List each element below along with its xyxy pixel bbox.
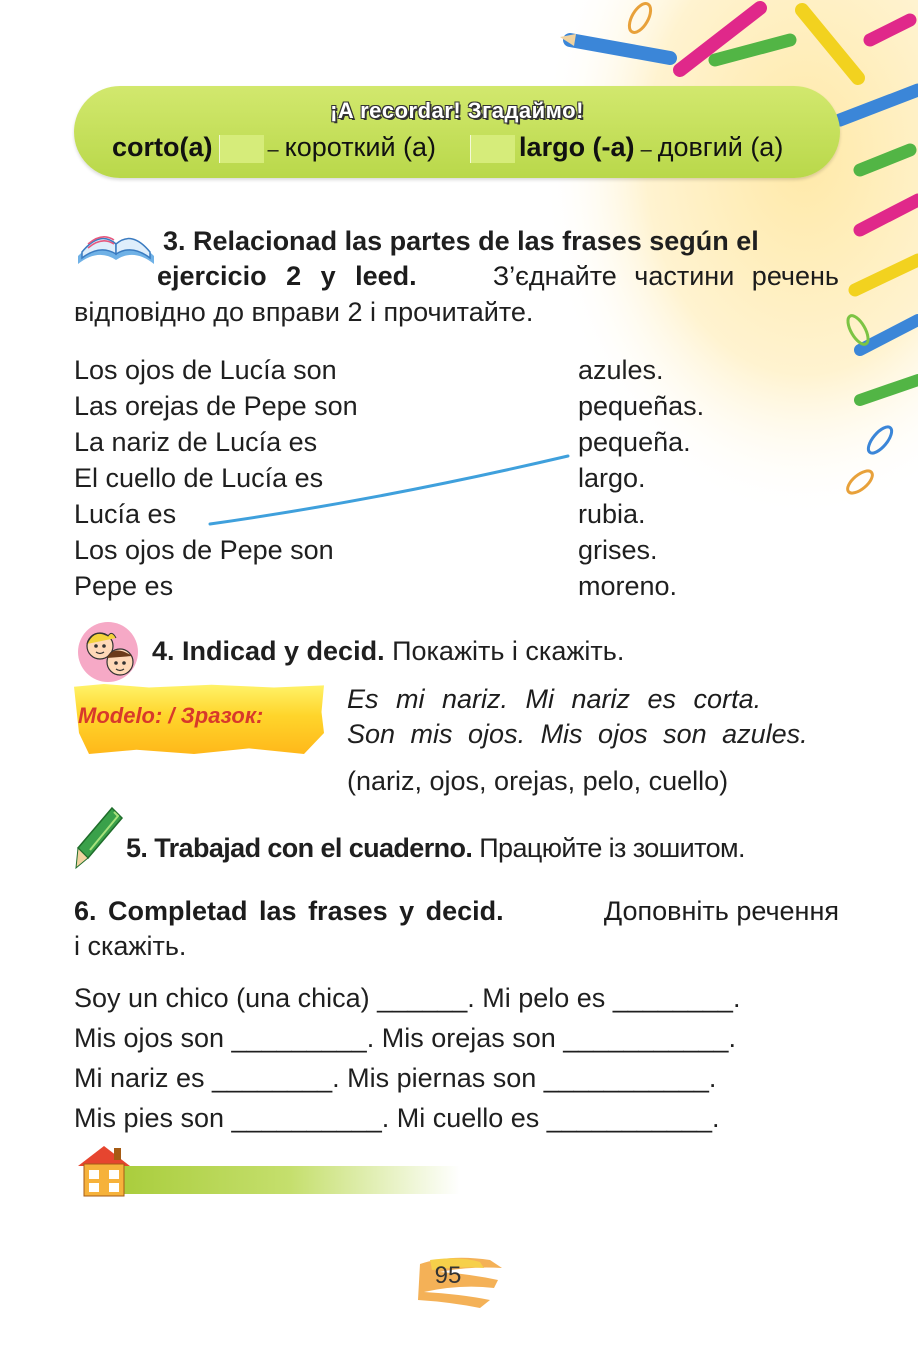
right-phrase: pequeñas.	[578, 391, 705, 421]
right-phrase: azules.	[578, 355, 664, 385]
fill-in-line: Soy un chico (una chica) ______. Mi pelo es ________.	[74, 983, 741, 1013]
model-label: Modelo: / Зразок:	[78, 703, 264, 728]
fill-in-line: Mi nariz es ________. Mis piernas son ___________.	[74, 1063, 717, 1093]
example-line-1	[347, 684, 792, 715]
translation-korotkyi: короткий (а)	[284, 132, 437, 162]
exercise6-heading-ua1: Доповніть речення	[603, 896, 839, 926]
exercise5-heading-ua: Працюйте із зошитом.	[479, 833, 745, 863]
example-2: Son mis ojos. Mis ojos son azules.	[347, 719, 808, 749]
exercise3-heading-line3: відповідно до вправи 2 і прочитайте.	[74, 297, 534, 327]
exercise3-heading-bold2: ejercicio 2 y leed.	[157, 261, 417, 291]
translation-dovhyi: довгий (а)	[657, 132, 784, 162]
reminder-banner	[74, 86, 840, 178]
left-phrase: Los ojos de Pepe son	[74, 535, 334, 565]
exercise3-heading-line1: 3. Relacionad las partes de las frases según el	[163, 226, 759, 256]
exercise3-heading-ua2: З’єднайте частини речень	[492, 261, 839, 291]
right-phrase: grises.	[578, 535, 658, 565]
exercise6-heading-bold: 6. Completad las frases y decid.	[74, 896, 504, 926]
word-list: (nariz, ojos, orejas, pelo, cuello)	[347, 766, 729, 796]
exercise4-heading-ua: Покажіть і скажіть.	[392, 636, 625, 666]
banner-separator-box	[470, 135, 515, 163]
dash: –	[640, 139, 652, 161]
exercise4-heading-bold: 4. Indicad y decid.	[152, 636, 385, 666]
exercise5-heading-bold: 5. Trabajad con el cuaderno.	[126, 833, 473, 863]
left-phrase: Pepe es	[74, 571, 174, 601]
exercise3-heading-line2	[157, 261, 839, 292]
book-icon	[74, 218, 158, 268]
right-phrase: rubia.	[578, 499, 646, 529]
right-phrase: pequeña.	[578, 427, 691, 457]
right-phrase: moreno.	[578, 571, 678, 601]
exercise6-heading-line2: і скажіть.	[74, 931, 187, 961]
word-largo: largo (-a)	[519, 132, 635, 162]
exercise4-heading	[152, 636, 624, 667]
page-number: 95	[434, 1262, 462, 1289]
left-phrase: Los ojos de Lucía son	[74, 355, 337, 385]
left-phrase: Lucía es	[74, 499, 177, 529]
dash: –	[267, 139, 279, 161]
left-phrase: La nariz de Lucía es	[74, 427, 318, 457]
fill-in-line: Mis pies son __________. Mi cuello es ___________.	[74, 1103, 720, 1133]
left-phrase: El cuello de Lucía es	[74, 463, 324, 493]
pen-icon	[74, 806, 124, 870]
matching-line	[200, 448, 580, 530]
children-icon	[74, 622, 146, 684]
right-phrase: largo.	[578, 463, 646, 493]
banner-title: ¡A recordar! Згадаймо!	[330, 98, 584, 123]
left-phrase: Las orejas de Pepe son	[74, 391, 358, 421]
exercise5-heading	[126, 833, 745, 864]
example-1: Es mi nariz. Mi nariz es corta.	[347, 684, 762, 714]
word-corto: corto(a)	[112, 132, 213, 162]
fill-in-line: Mis ojos son _________. Mis orejas son ___________.	[74, 1023, 736, 1053]
bottom-green-bar	[120, 1166, 460, 1194]
banner-vocabulary	[112, 132, 783, 163]
banner-separator-box	[219, 135, 264, 163]
exercise6-heading-line1	[74, 896, 839, 927]
house-icon	[76, 1144, 132, 1198]
